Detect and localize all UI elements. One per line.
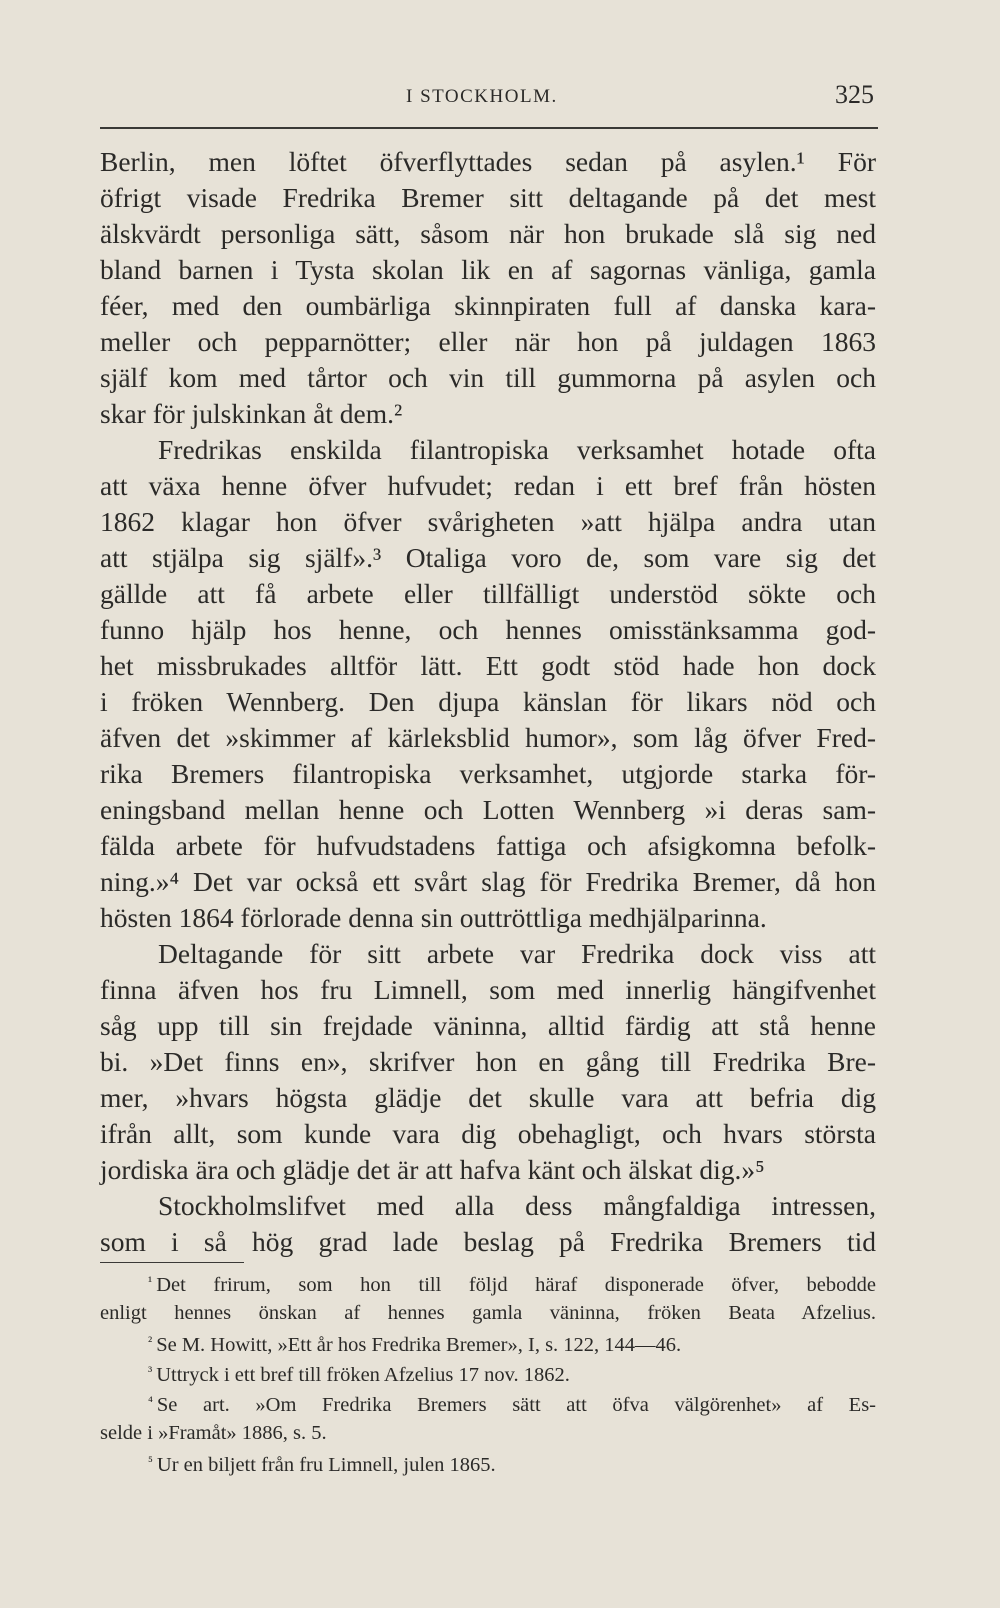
text-line: bland barnen i Tysta skolan lik en af sagornas vänliga, gamla bbox=[100, 254, 876, 285]
text-line: som i så hög grad lade beslag på Fredrika Bremers tid bbox=[100, 1226, 876, 1257]
text-line: 1862 klagar hon öfver svårigheten »att hjälpa andra utan bbox=[100, 506, 876, 537]
footnote-text: Det frirum, som hon till följd häraf disponerade öfver, bebodde bbox=[156, 1274, 876, 1296]
paragraph-start-line: Deltagande för sitt arbete var Fredrika dock viss att bbox=[158, 938, 876, 969]
footnote-rule bbox=[100, 1262, 244, 1263]
text-line: skar för julskinkan åt dem.² bbox=[100, 398, 403, 429]
text-line: jordiska ära och glädje det är att hafva känt och älskat dig.»⁵ bbox=[100, 1154, 765, 1185]
footnote-4 bbox=[100, 1388, 876, 1418]
text-line: hösten 1864 förlorade denna sin outtröttliga medhjälparinna. bbox=[100, 902, 767, 933]
footnote-1 bbox=[100, 1268, 876, 1298]
text-line: bi. »Det finns en», skrifver hon en gång till Fredrika Bre- bbox=[100, 1046, 876, 1077]
body-text bbox=[100, 144, 876, 1260]
footnote-5 bbox=[100, 1448, 876, 1478]
text-line: funno hjälp hos henne, och hennes omisstänksamma god- bbox=[100, 614, 876, 645]
text-line: äfven det »skimmer af kärleksblid humor», som låg öfver Fred- bbox=[100, 722, 876, 753]
text-line: såg upp till sin frejdade väninna, alltid färdig att stå henne bbox=[100, 1010, 876, 1041]
text-line: ning.»⁴ Det var också ett svårt slag för Fredrika Bremer, då hon bbox=[100, 866, 876, 897]
text-line: gällde att få arbete eller tillfälligt understöd sökte och bbox=[100, 578, 876, 609]
text-line: meller och pepparnötter; eller när hon på juldagen 1863 bbox=[100, 326, 876, 357]
footnote-mark: ⁵ bbox=[148, 1455, 153, 1470]
text-line: fälda arbete för hufvudstadens fattiga och afsigkomna befolk- bbox=[100, 830, 876, 861]
footnote-mark: ² bbox=[148, 1335, 153, 1350]
footnote-1-cont bbox=[100, 1298, 876, 1328]
footnote-text: selde i »Framåt» 1886, s. 5. bbox=[100, 1422, 327, 1444]
text-line: eningsband mellan henne och Lotten Wennberg »i deras sam- bbox=[100, 794, 876, 825]
footnote-mark: ¹ bbox=[148, 1275, 153, 1290]
paragraph-start-line: Fredrikas enskilda filantropiska verksamhet hotade ofta bbox=[158, 434, 876, 465]
running-title: I STOCKHOLM. bbox=[406, 86, 558, 107]
text-line: mer, »hvars högsta glädje det skulle vara att befria dig bbox=[100, 1082, 876, 1113]
text-line: féer, med den oumbärliga skinnpiraten full af danska kara- bbox=[100, 290, 876, 321]
footnote-text: enligt hennes önskan af hennes gamla väninna, fröken Beata Afzelius. bbox=[100, 1302, 876, 1324]
text-line: finna äfven hos fru Limnell, som med innerlig hängifvenhet bbox=[100, 974, 876, 1005]
page-number: 325 bbox=[835, 80, 874, 109]
text-line: att stjälpa sig själf».³ Otaliga voro de, som vare sig det bbox=[100, 542, 876, 573]
text-line: Berlin, men löftet öfverflyttades sedan på asylen.¹ För bbox=[100, 146, 876, 177]
footnote-mark: ⁴ bbox=[148, 1395, 153, 1410]
footnote-text: Se M. Howitt, »Ett år hos Fredrika Bremer», I, s. 122, 144—46. bbox=[156, 1334, 682, 1356]
text-line: att växa henne öfver hufvudet; redan i ett bref från hösten bbox=[100, 470, 876, 501]
paragraph-start-line: Stockholmslifvet med alla dess mångfaldiga intressen, bbox=[158, 1190, 876, 1221]
header-rule bbox=[100, 127, 878, 129]
footnotes bbox=[100, 1268, 876, 1478]
text-line: själf kom med tårtor och vin till gummorna på asylen och bbox=[100, 362, 876, 393]
footnote-3 bbox=[100, 1358, 876, 1388]
text-line: öfrigt visade Fredrika Bremer sitt deltagande på det mest bbox=[100, 182, 876, 213]
footnote-mark: ³ bbox=[148, 1365, 153, 1380]
footnote-4-cont bbox=[100, 1418, 876, 1448]
running-head bbox=[100, 78, 878, 118]
footnote-2 bbox=[100, 1328, 876, 1358]
text-line: i fröken Wennberg. Den djupa känslan för likars nöd och bbox=[100, 686, 876, 717]
text-line: het missbrukades alltför lätt. Ett godt stöd hade hon dock bbox=[100, 650, 876, 681]
text-line: älskvärdt personliga sätt, såsom när hon brukade slå sig ned bbox=[100, 218, 876, 249]
footnote-text: Uttryck i ett bref till fröken Afzelius 17 nov. 1862. bbox=[156, 1364, 570, 1386]
text-line: rika Bremers filantropiska verksamhet, utgjorde starka för- bbox=[100, 758, 876, 789]
footnote-text: Se art. »Om Fredrika Bremers sätt att öfva välgörenhet» af Es- bbox=[156, 1394, 876, 1416]
footnote-text: Ur en biljett från fru Limnell, julen 1865. bbox=[156, 1454, 496, 1476]
text-line: ifrån allt, som kunde vara dig obehagligt, och hvars största bbox=[100, 1118, 876, 1149]
